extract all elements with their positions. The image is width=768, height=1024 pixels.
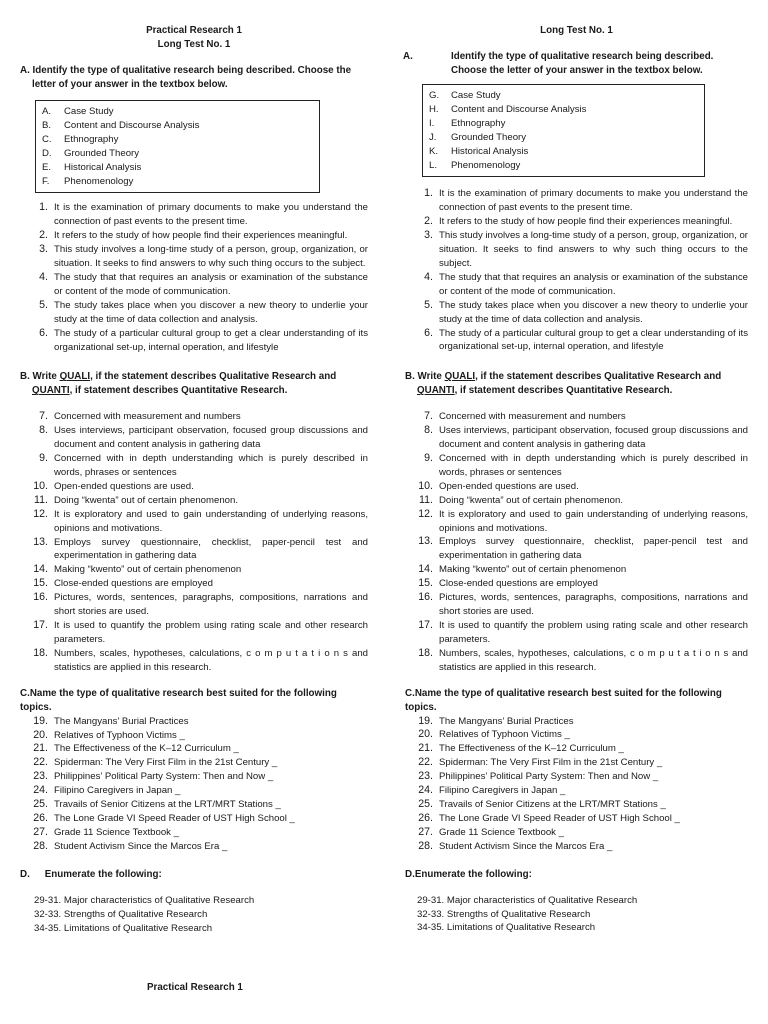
right-section-b bbox=[405, 370, 748, 674]
choice-option bbox=[42, 147, 313, 161]
question-number: 16. bbox=[418, 591, 433, 604]
question-item bbox=[405, 215, 748, 229]
test-title: Long Test No. 1 bbox=[157, 39, 231, 50]
question-item bbox=[405, 728, 748, 742]
question-text: The study of a particular cultural group to get a clear understanding of its organizational set-up, internal operation, and lifestyle bbox=[54, 327, 368, 353]
question-text: The study takes place when you discover a new theory to underlie your study at the time of data collection and analysis. bbox=[54, 299, 368, 325]
section-a-items bbox=[20, 201, 368, 354]
choices-box bbox=[35, 100, 320, 193]
question-text: Close-ended questions are employed bbox=[439, 578, 598, 590]
question-number: 11. bbox=[34, 493, 48, 506]
choice-letter: G. bbox=[429, 90, 440, 101]
question-item bbox=[405, 480, 748, 494]
question-item bbox=[20, 229, 368, 243]
question-item bbox=[20, 563, 368, 577]
section-c-title: C.Name the type of qualitative research best suited for the following topics. bbox=[405, 687, 722, 713]
question-number: 7. bbox=[39, 410, 48, 423]
question-item bbox=[405, 812, 748, 826]
question-item bbox=[405, 187, 748, 215]
question-number: 4. bbox=[39, 270, 48, 283]
choice-letter: L. bbox=[429, 159, 438, 171]
question-number: 27. bbox=[418, 825, 433, 838]
question-text: The study that that requires an analysis or examination of the substance or content of the mode of communication. bbox=[54, 271, 368, 297]
section-b-items bbox=[20, 410, 368, 674]
question-item bbox=[405, 410, 748, 424]
section-b-items bbox=[405, 410, 748, 674]
question-number: 4. bbox=[424, 270, 433, 283]
right-section-a bbox=[405, 50, 748, 354]
section-c-items bbox=[405, 715, 748, 854]
question-text: This study involves a long-time study of a person, group, organization, or situation. It seeks to find answers to why such thing occurs to the subject. bbox=[439, 230, 748, 269]
question-text: Open-ended questions are used. bbox=[439, 480, 579, 492]
question-text: Pictures, words, sentences, paragraphs, compositions, narrations and short stories are used. bbox=[439, 592, 748, 617]
question-text: It is exploratory and used to gain understanding of underlying reasons, opinions and motivations. bbox=[439, 508, 748, 534]
question-item bbox=[20, 591, 368, 619]
choice-letter: H. bbox=[429, 103, 439, 115]
choice-text: Phenomenology bbox=[64, 175, 134, 187]
question-number: 19. bbox=[418, 714, 433, 727]
question-item bbox=[405, 299, 748, 327]
question-text: Relatives of Typhoon Victims _ bbox=[439, 729, 570, 741]
section-c-items bbox=[20, 715, 368, 854]
choice-letter: E. bbox=[42, 161, 52, 173]
question-number: 2. bbox=[39, 229, 48, 242]
question-number: 5. bbox=[424, 298, 433, 311]
question-text: Close-ended questions are employed bbox=[54, 578, 213, 590]
question-item bbox=[405, 535, 748, 563]
choice-letter: J. bbox=[429, 131, 437, 143]
choice-letter: A. bbox=[42, 106, 52, 117]
choice-option bbox=[42, 161, 313, 175]
question-number: 22. bbox=[418, 756, 433, 769]
question-item bbox=[20, 201, 368, 229]
question-item bbox=[20, 826, 368, 840]
question-text: Uses interviews, participant observation, focused group discussions and document and content analysis in gathering data bbox=[54, 425, 368, 451]
right-header: Long Test No. 1 bbox=[540, 25, 613, 36]
question-number: 25. bbox=[33, 798, 48, 811]
enumeration-item: 29-31. Major characteristics of Qualitative Research bbox=[417, 894, 638, 906]
question-number: 17. bbox=[33, 619, 48, 631]
left-section-d bbox=[20, 868, 368, 936]
question-number: 9. bbox=[424, 452, 433, 465]
choice-letter: D. bbox=[42, 147, 52, 159]
question-text: Making “kwento” out of certain phenomenon bbox=[439, 564, 627, 576]
choice-text: Ethnography bbox=[451, 117, 506, 129]
question-item bbox=[20, 327, 368, 355]
question-text: Relatives of Typhoon Victims _ bbox=[54, 729, 185, 741]
choice-text: Case Study bbox=[451, 90, 501, 101]
question-item bbox=[20, 812, 368, 826]
choice-option bbox=[429, 131, 698, 145]
question-number: 6. bbox=[424, 326, 433, 339]
section-b-title: B. Write QUALI, if the statement describes Qualitative Research and QUANTI, if statement describes Quantitative Research. bbox=[20, 371, 337, 397]
question-number: 20. bbox=[418, 728, 433, 741]
question-number: 23. bbox=[418, 770, 433, 783]
question-text: Philippines’ Political Party System: Then and Now _ bbox=[439, 771, 659, 783]
question-number: 18. bbox=[33, 646, 48, 659]
question-text: Uses interviews, participant observation, focused group discussions and document and content analysis in gathering data bbox=[439, 425, 748, 451]
question-text: The Effectiveness of the K–12 Curriculum _ bbox=[439, 743, 624, 755]
question-text: Doing “kwenta” out of certain phenomenon. bbox=[54, 494, 238, 506]
question-number: 20. bbox=[33, 728, 48, 741]
question-item bbox=[20, 742, 368, 756]
question-item bbox=[20, 577, 368, 591]
question-number: 8. bbox=[39, 424, 48, 437]
enumeration-item: 34-35. Limitations of Qualitative Research bbox=[34, 922, 213, 934]
question-number: 10. bbox=[418, 479, 433, 492]
question-number: 2. bbox=[424, 215, 433, 228]
question-text: The Mangyans’ Burial Practices bbox=[439, 715, 574, 727]
question-item bbox=[405, 756, 748, 770]
question-text: Philippines’ Political Party System: Then and Now _ bbox=[54, 771, 274, 783]
question-text: Employs survey questionnaire, checklist, paper-pencil test and experimentation in gathering data bbox=[439, 536, 748, 562]
question-text: It is exploratory and used to gain understanding of underlying reasons, opinions and motivations. bbox=[54, 508, 368, 534]
question-number: 12. bbox=[33, 507, 48, 520]
question-item bbox=[405, 577, 748, 591]
question-text: Travails of Senior Citizens at the LRT/MRT Stations _ bbox=[54, 799, 281, 811]
question-number: 6. bbox=[39, 326, 48, 339]
question-item bbox=[20, 840, 368, 854]
section-d-title: D.Enumerate the following: bbox=[405, 868, 532, 880]
question-number: 28. bbox=[418, 839, 433, 852]
question-text: The Lone Grade VI Speed Reader of UST High School _ bbox=[54, 812, 295, 824]
left-section-c bbox=[20, 687, 368, 854]
question-number: 3. bbox=[39, 243, 48, 256]
choice-text: Grounded Theory bbox=[64, 147, 140, 159]
enumeration-item: 34-35. Limitations of Qualitative Research bbox=[417, 922, 596, 934]
choice-text: Grounded Theory bbox=[451, 131, 527, 143]
enumeration-item: 32-33. Strengths of Qualitative Research bbox=[34, 908, 208, 920]
question-item bbox=[405, 715, 748, 729]
question-text: It refers to the study of how people find their experiences meaningful. bbox=[54, 230, 348, 242]
question-number: 16. bbox=[33, 591, 48, 604]
question-number: 18. bbox=[418, 646, 433, 659]
section-a-title: A. Identify the type of qualitative research being described. Choose the letter of your answer in the textbox below. bbox=[20, 65, 352, 90]
question-text: Employs survey questionnaire, checklist, paper-pencil test and experimentation in gathering data bbox=[54, 536, 368, 562]
choice-option bbox=[429, 117, 698, 131]
question-item bbox=[20, 299, 368, 327]
choice-letter: B. bbox=[42, 119, 52, 131]
section-d-title: D. Enumerate the following: bbox=[20, 868, 162, 880]
choice-letter: K. bbox=[429, 145, 439, 157]
right-section-c bbox=[405, 687, 748, 854]
question-text: Spiderman: The Very First Film in the 21st Century _ bbox=[54, 757, 278, 769]
question-number: 22. bbox=[33, 756, 48, 769]
choice-option bbox=[429, 159, 698, 173]
question-item bbox=[20, 619, 368, 647]
doc-title: Practical Research 1 bbox=[146, 25, 242, 36]
question-text: The study takes place when you discover a new theory to underlie your study at the time of data collection and analysis. bbox=[439, 299, 748, 325]
question-item bbox=[20, 756, 368, 770]
question-text: The Lone Grade VI Speed Reader of UST High School _ bbox=[439, 812, 680, 824]
question-item bbox=[405, 840, 748, 854]
section-a-items bbox=[405, 187, 748, 354]
question-item bbox=[405, 647, 748, 675]
question-number: 28. bbox=[33, 839, 48, 852]
right-section-d bbox=[405, 868, 748, 936]
question-item bbox=[405, 563, 748, 577]
question-number: 17. bbox=[418, 618, 433, 631]
question-number: 24. bbox=[418, 784, 433, 797]
choice-text: Phenomenology bbox=[451, 159, 521, 171]
question-number: 26. bbox=[33, 811, 48, 824]
question-text: This study involves a long-time study of a person, group, organization, or situation. It seeks to find answers to why such thing occurs to the subject. bbox=[54, 244, 368, 270]
question-item bbox=[20, 452, 368, 480]
question-number: 10. bbox=[33, 479, 48, 492]
question-text: Pictures, words, sentences, paragraphs, compositions, narrations and short stories are used. bbox=[54, 592, 368, 618]
question-number: 23. bbox=[33, 770, 48, 783]
section-c-title: C.Name the type of qualitative research best suited for the following topics. bbox=[20, 687, 337, 713]
question-number: 7. bbox=[424, 410, 433, 423]
question-text: Doing “kwenta” out of certain phenomenon. bbox=[439, 494, 623, 506]
question-number: 27. bbox=[33, 825, 48, 838]
question-number: 13. bbox=[33, 535, 48, 548]
question-item bbox=[405, 508, 748, 536]
question-text: Filipino Caregivers in Japan _ bbox=[54, 785, 181, 797]
question-text: Concerned with measurement and numbers bbox=[54, 411, 241, 423]
question-text: Concerned with in depth understanding which is purely described in words, phrases or sentences bbox=[54, 453, 368, 479]
question-text: Making “kwento” out of certain phenomenon bbox=[54, 564, 242, 576]
question-text: Student Activism Since the Marcos Era _ bbox=[439, 840, 613, 852]
left-section-b bbox=[20, 370, 368, 674]
section-a-title: A. Identify the type of qualitative research being described. Choose the letter of your answer in the textbox below. bbox=[403, 51, 714, 76]
choices-box bbox=[422, 84, 705, 177]
question-text: Open-ended questions are used. bbox=[54, 480, 194, 492]
question-text: Spiderman: The Very First Film in the 21st Century _ bbox=[439, 757, 663, 769]
choice-text: Case Study bbox=[64, 106, 114, 117]
question-item bbox=[20, 508, 368, 536]
question-number: 15. bbox=[418, 577, 433, 590]
right-column bbox=[405, 0, 748, 935]
question-number: 11. bbox=[419, 493, 433, 506]
question-item bbox=[405, 452, 748, 480]
choice-letter: F. bbox=[42, 175, 50, 187]
question-number: 9. bbox=[39, 452, 48, 465]
question-number: 14. bbox=[418, 563, 433, 576]
question-number: 12. bbox=[418, 507, 433, 520]
question-number: 1. bbox=[424, 187, 433, 200]
question-text: The Mangyans’ Burial Practices bbox=[54, 715, 189, 727]
question-text: Concerned with in depth understanding which is purely described in words, phrases or sentences bbox=[439, 453, 748, 478]
question-item bbox=[405, 742, 748, 756]
left-header bbox=[20, 24, 368, 52]
question-text: It is used to quantify the problem using rating scale and other research parameters. bbox=[54, 620, 368, 645]
question-number: 5. bbox=[39, 298, 48, 311]
question-text: Travails of Senior Citizens at the LRT/MRT Stations _ bbox=[439, 798, 666, 810]
question-number: 19. bbox=[33, 714, 48, 727]
question-number: 21. bbox=[33, 742, 48, 755]
question-text: It is used to quantify the problem using rating scale and other research parameters. bbox=[439, 619, 748, 645]
left-section-a bbox=[20, 64, 368, 354]
left-column bbox=[20, 0, 368, 935]
question-item bbox=[20, 729, 368, 743]
question-text: The study that that requires an analysis or examination of the substance or content of the mode of communication. bbox=[439, 271, 748, 297]
question-number: 1. bbox=[39, 201, 48, 214]
question-text: Filipino Caregivers in Japan _ bbox=[439, 785, 566, 797]
question-item bbox=[20, 424, 368, 452]
question-text: Grade 11 Science Textbook _ bbox=[54, 826, 179, 838]
question-number: 25. bbox=[418, 797, 433, 810]
choice-option bbox=[429, 103, 698, 117]
question-item bbox=[405, 271, 748, 299]
question-item bbox=[405, 770, 748, 784]
choice-letter: I. bbox=[429, 117, 435, 129]
question-text: It refers to the study of how people find their experiences meaningful. bbox=[439, 216, 733, 228]
question-text: Concerned with measurement and numbers bbox=[439, 411, 626, 423]
question-item bbox=[405, 229, 748, 271]
question-text: It is the examination of primary documents to make you understand the connection of past events to the present time. bbox=[439, 188, 748, 214]
question-item bbox=[405, 826, 748, 840]
question-number: 21. bbox=[418, 742, 433, 755]
question-text: Numbers, scales, hypotheses, calculations, c o m p u t a t i o n s and statistics are applied in this research. bbox=[54, 647, 368, 673]
enumeration-item: 29-31. Major characteristics of Qualitative Research bbox=[34, 894, 255, 906]
enumeration-item: 32-33. Strengths of Qualitative Research bbox=[417, 908, 591, 920]
question-item bbox=[20, 271, 368, 299]
choice-option bbox=[42, 133, 313, 147]
choice-text: Historical Analysis bbox=[451, 145, 529, 157]
question-text: The Effectiveness of the K–12 Curriculum _ bbox=[54, 743, 239, 755]
choice-option bbox=[429, 145, 698, 159]
question-item bbox=[20, 243, 368, 271]
question-item bbox=[405, 327, 748, 355]
question-item bbox=[20, 647, 368, 675]
question-number: 15. bbox=[33, 577, 48, 590]
question-text: It is the examination of primary documents to make you understand the connection of past events to the present time. bbox=[54, 202, 368, 228]
question-item bbox=[20, 715, 368, 729]
question-text: Student Activism Since the Marcos Era _ bbox=[54, 840, 228, 852]
question-item bbox=[405, 424, 748, 452]
question-item bbox=[405, 784, 748, 798]
choice-text: Ethnography bbox=[64, 133, 119, 145]
choice-option bbox=[42, 119, 313, 133]
question-text: The study of a particular cultural group to get a clear understanding of its organizational set-up, internal operation, and lifestyle bbox=[439, 327, 748, 353]
question-item bbox=[405, 619, 748, 647]
question-number: 3. bbox=[424, 229, 433, 242]
choice-option bbox=[429, 89, 698, 103]
page-footer: Practical Research 1 bbox=[147, 982, 243, 993]
question-item bbox=[20, 536, 368, 564]
question-text: Numbers, scales, hypotheses, calculations, c o m p u t a t i o n s and statistics are applied in this research. bbox=[439, 647, 748, 673]
question-item bbox=[20, 784, 368, 798]
choice-text: Content and Discourse Analysis bbox=[64, 119, 200, 131]
question-item bbox=[405, 591, 748, 619]
question-item bbox=[405, 798, 748, 812]
question-text: Grade 11 Science Textbook _ bbox=[439, 826, 564, 838]
question-item bbox=[20, 770, 368, 784]
choice-text: Historical Analysis bbox=[64, 161, 142, 173]
question-item bbox=[20, 798, 368, 812]
question-number: 24. bbox=[33, 784, 48, 797]
question-item bbox=[20, 494, 368, 508]
choice-option bbox=[42, 105, 313, 119]
question-item bbox=[20, 480, 368, 494]
choice-text: Content and Discourse Analysis bbox=[451, 103, 587, 115]
question-item bbox=[20, 410, 368, 424]
question-item bbox=[405, 494, 748, 508]
question-number: 8. bbox=[424, 424, 433, 437]
section-b-title: B. Write QUALI, if the statement describes Qualitative Research and QUANTI, if statement describes Quantitative Research. bbox=[405, 371, 722, 397]
choice-option bbox=[42, 175, 313, 189]
question-number: 14. bbox=[33, 563, 48, 576]
question-number: 13. bbox=[418, 535, 433, 548]
question-number: 26. bbox=[418, 811, 433, 824]
choice-letter: C. bbox=[42, 133, 52, 145]
